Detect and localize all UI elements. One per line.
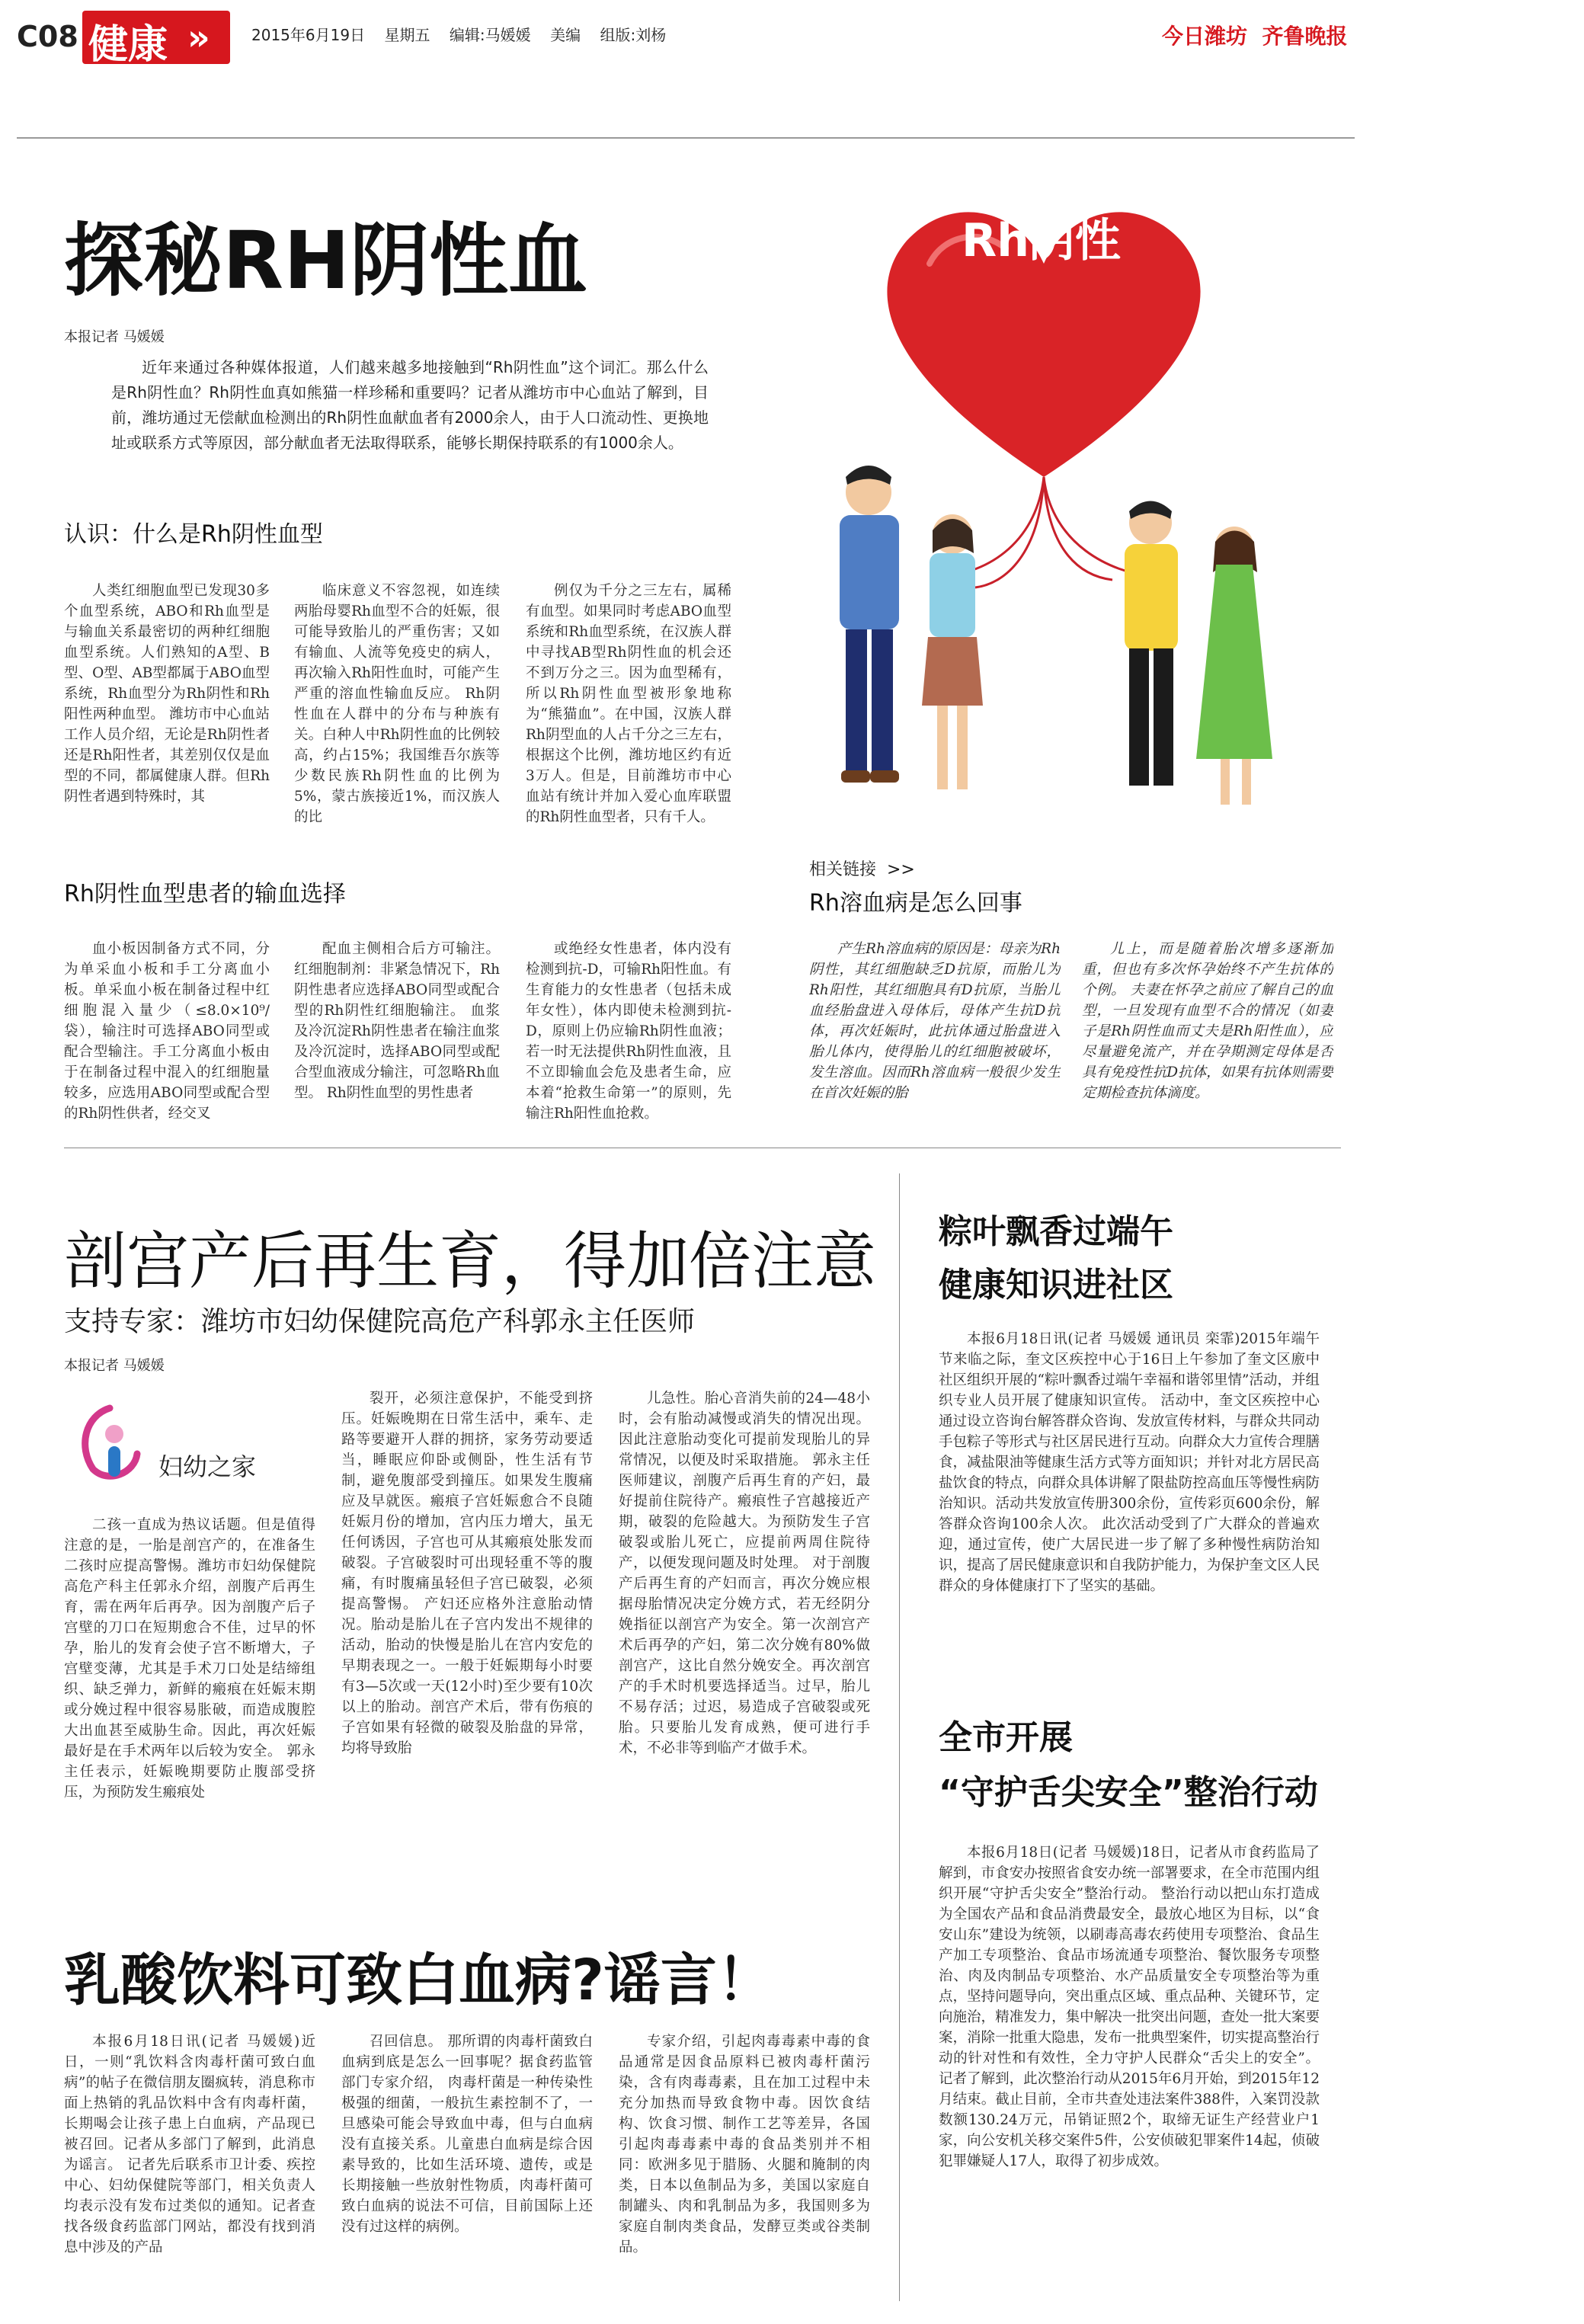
rh-sub2-col2: 配血主侧相合后方可输注。 红细胞制剂：非紧急情况下，Rh阴性患者应选择ABO同型或配合型的Rh阴性红细胞输注。 血浆及冷沉淀Rh阴性患者在输注血浆及冷沉淀时，选择ABO同型或配合型血液成分输注，可忽略Rh血型。 Rh阴性血型的男性患者 [294, 941, 500, 1101]
header-info: 2015年6月19日 星期五 编辑:马媛媛 美编 组版:刘杨 [251, 26, 667, 44]
csection-col1: 二孩一直成为热议话题。但是值得注意的是，一胎是剖宫产的，在准备生二孩时应提高警惕。潍坊市妇幼保健院高危产科主任郭永介绍，剖腹产后再生育，需在两年后再孕。因为剖腹产后子宫壁的刀口在短期愈合不佳，过早的怀孕，胎儿的发育会使子宫不断增大，子宫壁变薄，尤其是手术刀口处是结缔组织、缺乏弹力，新鲜的瘢痕在妊娠末期或分娩过程中很容易胀破，而造成腹腔大出血甚至威胁生命。因此，再次妊娠最好是在手术两年以后较为安全。 郭永主任表示，妊娠晚期要防止腹部受挤压，为预防发生瘢痕处 [64, 1517, 315, 1801]
column-divider [899, 1173, 900, 2301]
rh-sub1-col2: 临床意义不容忽视，如连续两胎母婴Rh血型不合的妊娠，很可能导致胎儿的严重伤害；又如有输血、人流等免疫史的病人，再次输入Rh阳性血时，可能产生严重的溶血性输血反应。 Rh阴性血在人群中的分布与种族有关。白种人中Rh阴性血的比例较高，约占15%；我国维吾尔族等少数民族Rh阴性血的比例为5%，蒙古族接近1%，而汉族人的比 [294, 583, 500, 825]
related-col2: 儿上，而是随着胎次增多逐渐加重，但也有多次怀孕始终不产生抗体的个例。 夫妻在怀孕之前应了解自己的血型，一旦发现有血型不合的情况（如妻子是Rh阴性血而丈夫是Rh阳性血），应尽量避免流产，并在孕期测定母体是否具有免疫性抗D抗体，如果有抗体则需要定期检查抗体滴度。 [1082, 941, 1333, 1101]
header-divider [17, 137, 1355, 139]
rumor-col2: 召回信息。 那所谓的肉毒杆菌致白血病到底是怎么一回事呢？据食药监管部门专家介绍， 肉毒杆菌是一种传染性极强的细菌，一般抗生素控制不了，一旦感染可能会导致血中毒，但与白血病没有直接关系。儿童患白血病是综合因素导致的，比如生活环境、遗传，或是长期接触一些放射性物质，肉毒杆菌可致白血病的说法不可信，目前国际上还没有过这样的病例。 [341, 2034, 593, 2235]
maternal-logo-icon [70, 1400, 154, 1484]
rumor-title: 乳酸饮料可致白血病?谣言！ [64, 1948, 773, 2013]
zongzi-title-line2: 健康知识进社区 [939, 1266, 1173, 1304]
rh-byline: 本报记者 马媛媛 [64, 329, 165, 345]
section-name: 健康 [88, 22, 168, 68]
safety-title-line2: “守护舌尖安全”整治行动 [939, 1773, 1318, 1812]
zongzi-title-line1: 粽叶飘香过端午 [939, 1212, 1173, 1251]
newspaper-brand: 今日潍坊 齐鲁晚报 [1162, 24, 1348, 49]
woman-right-figure [1196, 527, 1272, 805]
csection-byline: 本报记者 马媛媛 [64, 1358, 165, 1374]
related-col1: 产生Rh溶血病的原因是：母亲为Rh阴性，其红细胞缺乏D抗原，而胎儿为Rh阳性，其红细胞具有D抗原，当胎儿血经胎盘进入母体后，母体产生抗D抗体，再次妊娠时，此抗体通过胎盘进入胎儿体内，使得胎儿的红细胞被破坏，发生溶血。因而Rh溶血病一般很少发生在首次妊娠的胎 [809, 941, 1061, 1101]
rh-sub1-col3: 例仅为千分之三左右，属稀有血型。如果同时考虑ABO血型系统和Rh血型系统，在汉族人群中寻找AB型Rh阴性血的机会还不到万分之三。因为血型稀有，所以Rh阴性血型被形象地称为“熊猫血”。在中国，汉族人群Rh阴型血的人占千分之三左右，根据这个比例，潍坊地区约有近3万人。但是，目前潍坊市中心血站有统计并加入爱心血库联盟的Rh阴性血型者，只有千人。 [526, 583, 731, 825]
maternal-logo-text: 妇幼之家 [158, 1452, 257, 1481]
rumor-col3: 专家介绍，引起肉毒毒素中毒的食品通常是因食品原料已被肉毒杆菌污染，含有肉毒毒素，且在加工过程中未充分加热而导致食物中毒。因饮食结构、饮食习惯、制作工艺等差异，各国引起肉毒毒素中毒的食品类别并不相同：欧洲多见于腊肠、火腿和腌制的肉类，日本以鱼制品为多，美国以家庭自制罐头、肉和乳制品为多，我国则多为家庭自制肉类食品，发酵豆类或谷类制品。 [619, 2034, 870, 2255]
section-arrow-icon: » [187, 17, 210, 58]
page-number: C08 [17, 20, 78, 53]
safety-text: 本报6月18日(记者 马媛媛)18日，记者从市食药监局了解到，市食安办按照省食安办统一部署要求，在全市范围内组织开展“守护舌尖安全”整治行动。 整治行动以把山东打造成为全国农产品和食品消费最安全，最放心地区为目标，以“食安山东”建设为统领，以刷毒高毒农药使用专项整治、食品生产加工专项整治、食品市场流通专项整治、餐饮服务专项整治、肉及肉制品专项整治、水产品质量安全专项整治等为重点，坚持问题导向，突出重点区域、重点品种、关键环节，定向施治，精准发力，集中解决一批突出问题，查处一批大案要案，消除一批重大隐患，发布一批典型案件，切实提高整治行动的针对性和有效性，全力守护人民群众“舌尖上的安全”。 记者了解到，此次整治行动从2015年6月开始，到2015年12月结束。截止目前，全市共查处违法案件388件，入案罚没款数额130.24万元，吊销证照2个，取缔无证生产经营业户1家，向公安机关移交案件5件，公安侦破犯罪案件14起，侦破犯罪嫌疑人17人，取得了初步成效。 [939, 1845, 1320, 2169]
rh-title: 探秘RH阴性血 [64, 214, 588, 307]
related-label: 相关链接 >> [809, 860, 915, 879]
rh-subhead-1: 认识：什么是Rh阴性血型 [64, 521, 323, 548]
csection-title: 剖宫产后再生育，得加倍注意 [64, 1225, 877, 1298]
heart-label: Rh阴性 [962, 214, 1121, 267]
zongzi-text: 本报6月18日讯(记者 马媛媛 通讯员 栾霏)2015年端午节来临之际，奎文区疾控中心于16日上午参加了奎文区廒中社区组织开展的“粽叶飘香过端午幸福和谐邻里情”活动，并组织专业人员开展了健康知识宣传。 活动中，奎文区疾控中心通过设立咨询台解答群众咨询、发放宣传材料，与群众共同动手包粽子等形式与社区居民进行互动。向群众大力宣传合理膳食，减盐限油等健康生活方式等方面知识；并针对北方居民高盐饮食的特点，向群众具体讲解了限盐防控高血压等慢性病防治知识。活动共发放宣传册300余份，宣传彩页600余份，解答群众咨询100余人次。 此次活动受到了广大群众的普遍欢迎，通过宣传，使广大居民进一步了解了多种慢性病防治知识，提高了居民健康意识和自我防护能力，为保护奎文区人民群众的身体健康打下了坚实的基础。 [939, 1331, 1320, 1594]
rh-sub1-col1: 人类红细胞血型已发现30多个血型系统，ABO和Rh血型是与输血关系最密切的两种红细胞血型系统。人们熟知的A型、B型、O型、AB型都属于ABO血型系统，Rh血型分为Rh阴性和Rh阳性两种血型。 潍坊市中心血站工作人员介绍，无论是Rh阴性者还是Rh阳性者，其差别仅仅是血型的不同，都属健康人群。但Rh阴性者遇到特殊时，其 [64, 583, 270, 805]
csection-subtitle: 支持专家：潍坊市妇幼保健院高危产科郭永主任医师 [64, 1306, 696, 1337]
csection-col3: 儿急性。胎心音消失前的24—48小时，会有胎动减慢或消失的情况出现。因此注意胎动变化可提前发现胎儿的异常情况，以便及时采取措施。 郭永主任医师建议，剖腹产后再生育的产妇，最好提前住院待产。瘢痕性子宫越接近产期，破裂的危险越大。为预防发生子宫破裂或胎儿死亡，应提前两周住院待产，以便发现问题及时处理。 对于剖腹产后再生育的产妇而言，再次分娩应根据母胎情况决定分娩方式，若无经阴分娩指征以剖宫产为安全。第一次剖宫产术后再孕的产妇，第二次分娩有80%做剖宫产，这比自然分娩安全。再次剖宫产的手术时机要选择适当。过早，胎儿不易存活；过迟，易造成子宫破裂或死胎。只要胎儿发育成熟，便可进行手术，不必非等到临产才做手术。 [619, 1391, 870, 1756]
safety-title-line1: 全市开展 [939, 1718, 1073, 1757]
rh-sub2-col1: 血小板因制备方式不同，分为单采血小板和手工分离血小板。单采血小板在制备过程中红细胞混入量少（≤8.0×10⁹/袋），输注时可选择ABO同型或配合型输注。手工分离血小板由于在制备过程中混入的红细胞量较多，应选用ABO同型或配合型的Rh阴性供者，经交叉 [64, 941, 270, 1122]
related-title: Rh溶血病是怎么回事 [809, 890, 1022, 917]
man-left-figure [840, 466, 899, 783]
woman-left-figure [922, 514, 983, 789]
rumor-col1: 本报6月18日讯(记者 马媛媛)近日，一则“乳饮料含肉毒杆菌可致白血病”的帖子在微信朋友圈疯转，消息称市面上热销的乳品饮料中含有肉毒杆菌，长期喝会让孩子患上白血病，产品现已被召回。记者从多部门了解到，此消息为谣言。 记者先后联系市卫计委、疾控中心、妇幼保健院等部门，相关负责人均表示没有发布过类似的通知。记者查找各级食药监部门网站，都没有找到消息中涉及的产品 [64, 2034, 315, 2255]
man-right-figure [1125, 501, 1178, 786]
rh-subhead-2: Rh阴性血型患者的输血选择 [64, 881, 346, 908]
csection-col2: 裂开，必须注意保护，不能受到挤压。妊娠晚期在日常生活中，乘车、走路等要避开人群的拥挤，家务劳动要适当，睡眠应仰卧或侧卧，性生活有节制，避免腹部受到撞压。如果发生腹痛应及早就医。瘢痕子宫妊娠愈合不良随妊娠月份的增加，宫内压力增大，虽无任何诱因，子宫也可从其瘢痕处胀发而破裂。子宫破裂时可出现轻重不等的腹痛，有时腹痛虽轻但子宫已破裂，必须提高警惕。 产妇还应格外注意胎动情况。胎动是胎儿在子宫内发出不规律的活动，胎动的快慢是胎儿在宫内安危的早期表现之一。一般于妊娠期每小时要有3—5次或一天(12小时)至少要有10次以上的胎动。剖宫产术后，带有伤痕的子宫如果有轻微的破裂及胎盘的异常，均将导致胎 [341, 1391, 593, 1756]
rh-sub2-col3: 或绝经女性患者，体内没有检测到抗-D，可输Rh阳性血。有生育能力的女性患者（包括未成年女性），体内即使未检测到抗-D，原则上仍应输Rh阴性血液；若一时无法提供Rh阴性血液，且不立即输血会危及患者生命，应本着“抢救生命第一”的原则，先输注Rh阳性血抢救。 [526, 941, 731, 1122]
rh-lead: 近年来通过各种媒体报道，人们越来越多地接触到“Rh阴性血”这个词汇。那么什么是Rh阴性血？Rh阴性血真如熊猫一样珍稀和重要吗？记者从潍坊市中心血站了解到，目前，潍坊通过无偿献血检测出的Rh阴性血献血者有2000余人，由于人口流动性、更换地址或联系方式等原因，部分献血者无法取得联系，能够长期保持联系的有1000余人。 [111, 358, 709, 452]
